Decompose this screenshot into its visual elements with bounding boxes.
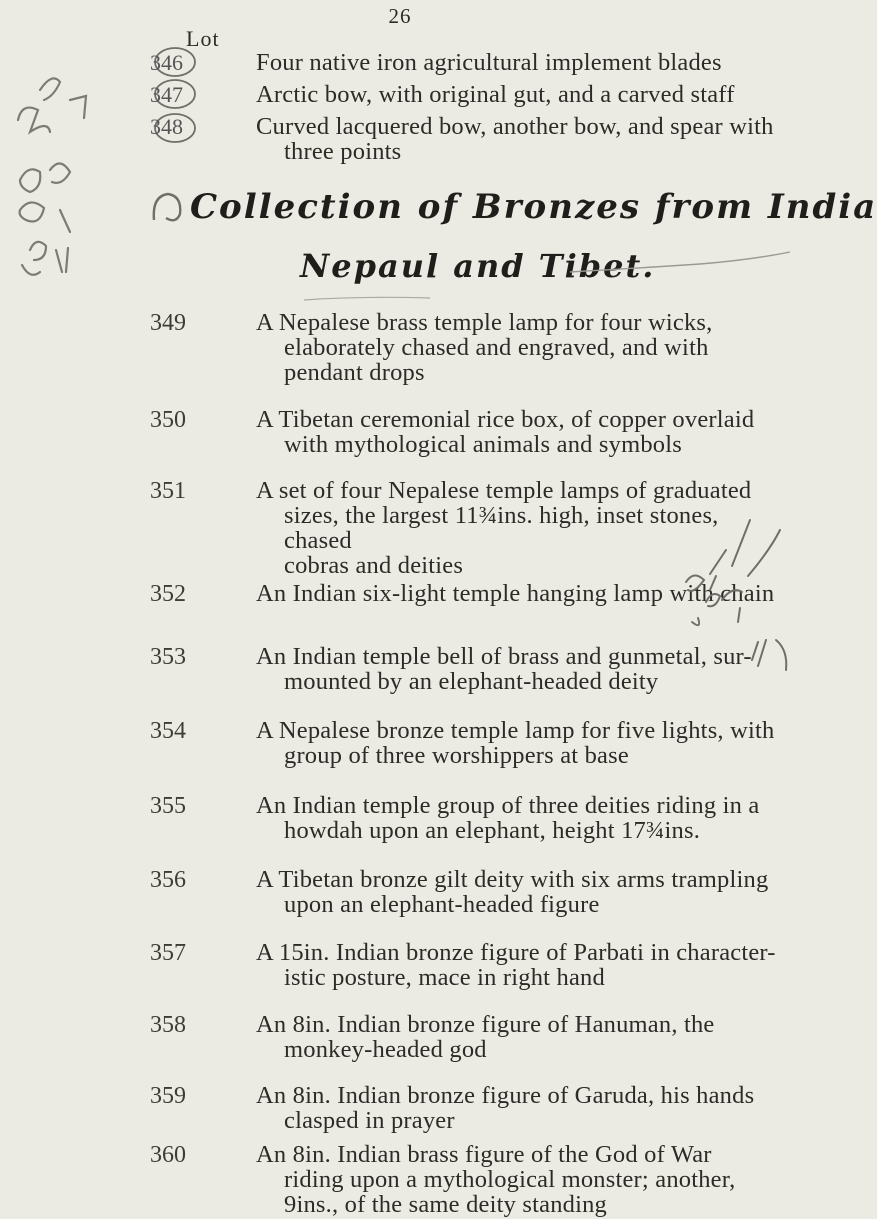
- lot-number: 354: [150, 718, 186, 744]
- lot-number: 358: [150, 1012, 186, 1038]
- underline-flourish-icon: [300, 290, 440, 310]
- lot-description-cont: mounted by an elephant-headed deity: [284, 668, 659, 695]
- lot-number: 357: [150, 940, 186, 966]
- lot-description: An 8in. Indian bronze figure of Garuda, his hands: [256, 1082, 755, 1109]
- lot-description-cont: riding upon a mythological monster; another,: [284, 1166, 736, 1193]
- lot-description-cont: elaborately chased and engraved, and with: [284, 334, 709, 361]
- lot-number: 351: [150, 478, 186, 504]
- lot-description: A 15in. Indian bronze figure of Parbati in character-: [256, 939, 776, 966]
- lot-description: A Nepalese bronze temple lamp for five lights, with: [256, 717, 775, 744]
- section-title: Collection of Bronzes from India: [190, 187, 877, 227]
- lot-number: 360: [150, 1142, 186, 1168]
- lot-description: Curved lacquered bow, another bow, and spear with: [256, 113, 774, 140]
- lot-number: 352: [150, 581, 186, 607]
- lot-description-cont: pendant drops: [284, 359, 425, 386]
- lot-number: 355: [150, 793, 186, 819]
- lot-number: 353: [150, 644, 186, 670]
- lot-description-cont: upon an elephant-headed figure: [284, 891, 600, 918]
- lot-description-cont: with mythological animals and symbols: [284, 431, 683, 458]
- pencil-annotation-icon: [0, 60, 150, 290]
- lot-description: An 8in. Indian brass figure of the God of War: [256, 1141, 712, 1168]
- lot-description-cont: sizes, the largest 11¾ins. high, inset stones, chased: [284, 502, 719, 554]
- lot-description-cont: 9ins., of the same deity standing: [284, 1191, 608, 1218]
- lot-description: An Indian six-light temple hanging lamp with chain: [256, 580, 775, 607]
- lot-number: 349: [150, 310, 186, 336]
- lot-column-header: Lot: [186, 26, 220, 51]
- lot-description-cont: istic posture, mace in right hand: [284, 964, 605, 991]
- lot-description: An Indian temple bell of brass and gunmetal, sur-: [256, 643, 752, 670]
- lot-description-cont: clasped in prayer: [284, 1107, 455, 1134]
- page-number: 26: [388, 4, 412, 28]
- lot-description: A Tibetan ceremonial rice box, of copper overlaid: [256, 406, 755, 433]
- lot-description: A Tibetan bronze gilt deity with six arms trampling: [256, 866, 769, 893]
- lot-number: 350: [150, 407, 186, 433]
- lot-number: 346: [150, 50, 183, 75]
- lot-description-cont: cobras and deities: [284, 552, 464, 579]
- lot-description-cont: group of three worshippers at base: [284, 742, 629, 769]
- lot-number: 356: [150, 867, 186, 893]
- lot-description: Four native iron agricultural implement blades: [256, 49, 722, 76]
- lot-description: An 8in. Indian bronze figure of Hanuman, the: [256, 1011, 715, 1038]
- lot-description-cont: howdah upon an elephant, height 17¾ins.: [284, 817, 701, 844]
- lot-description: A Nepalese brass temple lamp for four wicks,: [256, 309, 713, 336]
- lot-description: An Indian temple group of three deities riding in a: [256, 792, 760, 819]
- pencil-mark-icon: [148, 188, 188, 228]
- section-subtitle: Nepaul and Tibet.: [300, 247, 656, 285]
- lot-description: A set of four Nepalese temple lamps of graduated: [256, 477, 752, 504]
- lot-description-cont: three points: [284, 138, 402, 165]
- lot-number: 347: [150, 82, 183, 107]
- lot-number: 359: [150, 1083, 186, 1109]
- lot-number: 348: [150, 114, 183, 139]
- lot-description: Arctic bow, with original gut, and a carved staff: [256, 81, 735, 108]
- lot-description-cont: monkey-headed god: [284, 1036, 487, 1063]
